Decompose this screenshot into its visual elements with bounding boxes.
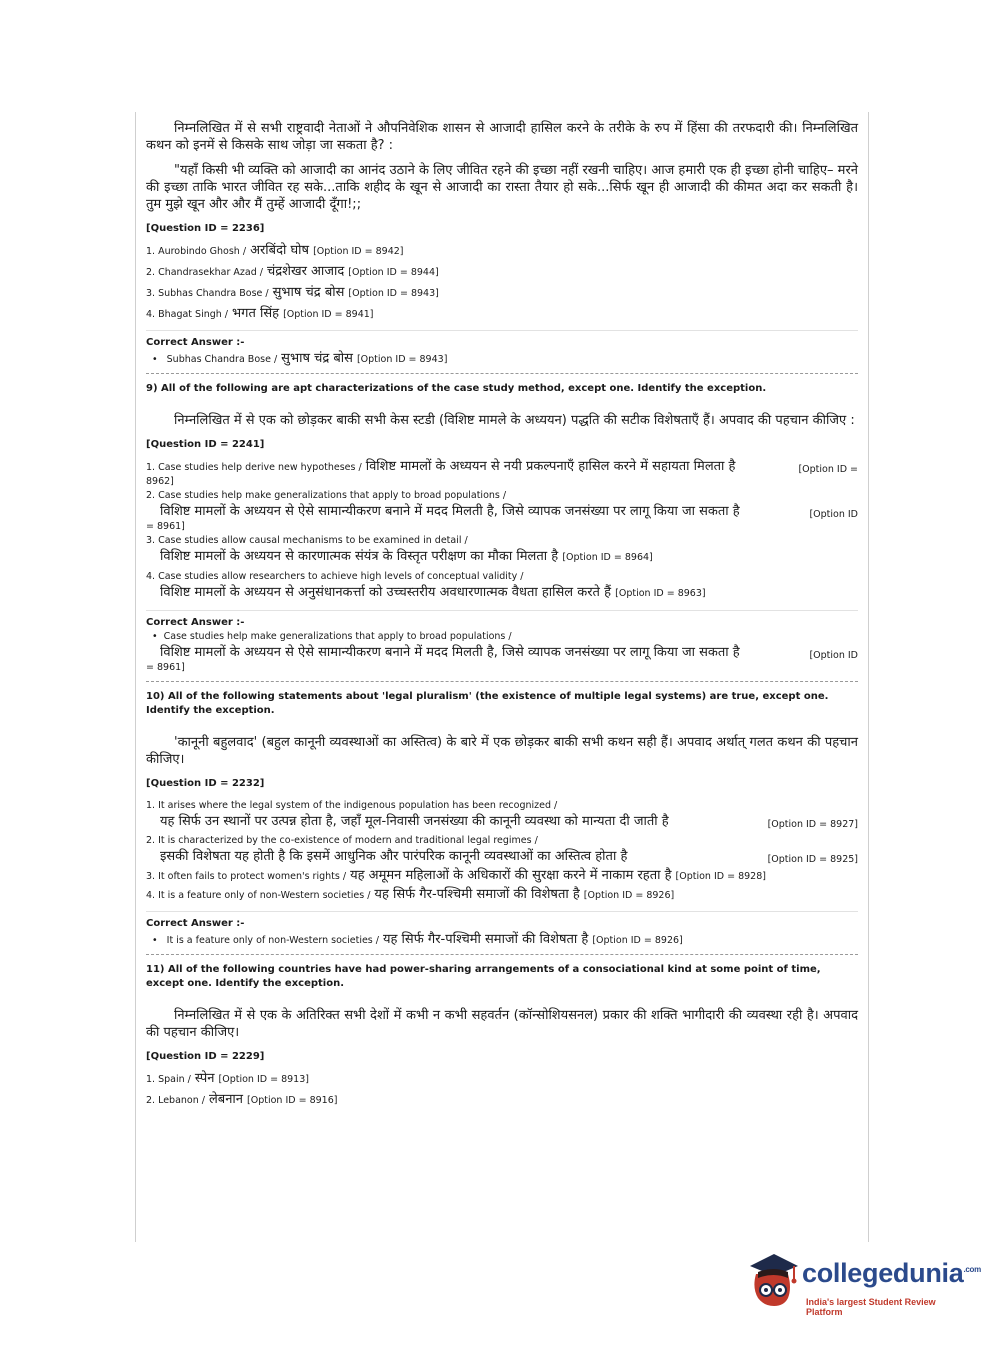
- question-9: [136, 382, 868, 682]
- q9-hindi-question: निम्नलिखित में से एक को छोड़कर बाकी सभी केस स्टडी (विशिष्ट मामले के अध्ययन) पद्धति की सटीक विशेषताएँ हैं। अपवाद की पहचान कीजिए :: [174, 413, 855, 428]
- q9-correct-answer: Correct Answer :- • Case studies help make generalizations that apply to broad populations / विशिष्ट मामलों के अध्ययन से ऐसे सामान्यीकरण बनाने में मदद मिलती है, जिसे व्यापक जनसंख्या पर लागू किया जा सकता है [Option ID = 8961]: [146, 610, 858, 675]
- q8-option-2: 2. Chandrasekhar Azad / चंद्रशेखर आजाद [Option ID = 8944]: [146, 264, 439, 279]
- q10-option-4: 4. It is a feature only of non-Western societies / यह सिर्फ गैर-पश्चिमी समाजों की विशेषता है [Option ID = 8926]: [146, 887, 675, 902]
- q8-correct-answer: [146, 330, 858, 367]
- q10-option-1: 1. It arises where the legal system of the indigenous population has been recognized / यह सिर्फ उन स्थानों पर उत्पन्न होता है, जहाँ मूल-निवासी जनसंख्या की कानूनी व्यवस्था को मान्यता दी जाती है [Option ID = 8927]: [146, 800, 858, 830]
- q10-question-id: [Question ID = 2232]: [146, 778, 265, 789]
- q10-correct-answer: Correct Answer :- • It is a feature only of non-Western societies / यह सिर्फ गैर-पश्चिमी समाजों की विशेषता है [Option ID = 8926]: [146, 911, 858, 948]
- q9-question-id: [Question ID = 2241]: [146, 439, 265, 450]
- q10-hindi-question: 'कानूनी बहुलवाद' (बहुल कानूनी व्यवस्थाओं का अस्तित्व) के बारे में एक छोड़कर बाकी सभी कथन सही हैं। अपवाद अर्थात् गलत कथन की पहचान कीजिए।: [146, 735, 858, 767]
- q8-option-3: 3. Subhas Chandra Bose / सुभाष चंद्र बोस [Option ID = 8943]: [146, 285, 439, 300]
- divider: [146, 681, 858, 682]
- q8-correct-option: • Subhas Chandra Bose / सुभाष चंद्र बोस [Option ID = 8943]: [152, 352, 858, 367]
- divider: [146, 954, 858, 955]
- divider: [146, 373, 858, 374]
- q8-option-4: 4. Bhagat Singh / भगत सिंह [Option ID = 8941]: [146, 306, 374, 321]
- q10-option-2: 2. It is characterized by the co-existence of modern and traditional legal regimes / इसकी विशेषता यह होती है कि इसमें आधुनिक और पारंपरिक कानूनी व्यवस्थाओं का अस्तित्व होता है [Option ID = 8925]: [146, 835, 858, 865]
- q10-option-3: 3. It often fails to protect women's rights / यह अमूमन महिलाओं के अधिकारों की सुरक्षा करने में नाकाम रहता है [Option ID = 8928]: [146, 868, 766, 883]
- q10-title: 10) All of the following statements about 'legal pluralism' (the existence of multiple legal systems) are true, except one. Identify the exception.: [146, 691, 829, 716]
- q8-quote: "यहाँ किसी भी व्यक्ति को आजादी का आनंद उठाने के लिए जीवित रहने की इच्छा नहीं रखनी चाहिए। आज हमारी एक ही इच्छा होनी चाहिए– मरने की इच्छा ताकि भारत जीवित रह सके...ताकि शहीद के खून से आजादी का रास्ता तैयार हो सके...सिर्फ खून ही आजादी की कीमत अदा कर सकती है। तुम मुझे खून और और मैं तुम्हें आजादी दूँगा!;;: [146, 163, 858, 212]
- q8-hindi-question: निम्नलिखित में से सभी राष्ट्रवादी नेताओं ने औपनिवेशिक शासन से आजादी हासिल करने के तरीके के रुप में हिंसा की तरफदारी की। निम्नलिखित कथन को इनमें से किसके साथ जोड़ा जा सकता है? :: [146, 121, 858, 153]
- q9-option-1: 1. Case studies help derive new hypotheses / विशिष्ट मामलों के अध्ययन से नयी प्रकल्पनाएँ हासिल करने में सहायता मिलता है [Option ID = 8962]: [146, 459, 858, 487]
- q8-option-1: 1. Aurobindo Ghosh / अरबिंदो घोष [Option ID = 8942]: [146, 243, 404, 258]
- brand-tagline: India's largest Student Review Platform: [806, 1297, 936, 1317]
- question-11: [136, 963, 868, 1108]
- q8-options: [146, 244, 858, 322]
- q9-option-2: 2. Case studies help make generalizations that apply to broad populations / विशिष्ट मामलों के अध्ययन से ऐसे सामान्यीकरण बनाने में मदद मिलती है, जिसे व्यापक जनसंख्या पर लागू किया जा सकता है [Option ID = 8961]: [146, 490, 858, 532]
- q11-option-1: 1. Spain / स्पेन [Option ID = 8913]: [146, 1071, 309, 1086]
- brand-name: collegedunia$^{.com}$: [802, 1258, 981, 1288]
- q11-hindi-question: निम्नलिखित में से एक के अतिरिक्त सभी देशों में कभी न कभी सहवर्तन (कॉन्सोशियसनल) प्रकार की शक्ति भागीदारी की व्यवस्था रही है। अपवाद की पहचान कीजिए।: [146, 1008, 858, 1040]
- question-8: [136, 112, 868, 374]
- q9-title: 9) All of the following are apt characterizations of the case study method, except one. Identify the exception.: [146, 383, 767, 394]
- q11-question-id: [Question ID = 2229]: [146, 1051, 265, 1062]
- collegedunia-logo[interactable]: [744, 1252, 981, 1322]
- q8-question-id: [Question ID = 2236]: [146, 223, 265, 234]
- question-10: [136, 690, 868, 955]
- q9-option-3: 3. Case studies allow causal mechanisms to be examined in detail / विशिष्ट मामलों के अध्ययन से कारणात्मक संयंत्र के विस्तृत परीक्षण का मौका मिलता है [Option ID = 8964]: [146, 535, 653, 564]
- exam-page: [135, 112, 869, 1242]
- q11-title: 11) All of the following countries have had power-sharing arrangements of a consociational kind at some point of time, except one. Identify the exception.: [146, 964, 821, 989]
- mascot-icon: [744, 1252, 800, 1312]
- q8-correct-label: Correct Answer :-: [146, 337, 245, 348]
- q9-option-4: 4. Case studies allow researchers to achieve high levels of conceptual validity / विशिष्ट मामलों के अध्ययन से अनुसंधानकर्त्ता को उच्चस्तरीय अवधारणात्मक वैधता हासिल करते हैं [Option ID = 8963]: [146, 571, 706, 600]
- q11-option-2: 2. Lebanon / लेबनान [Option ID = 8916]: [146, 1092, 338, 1107]
